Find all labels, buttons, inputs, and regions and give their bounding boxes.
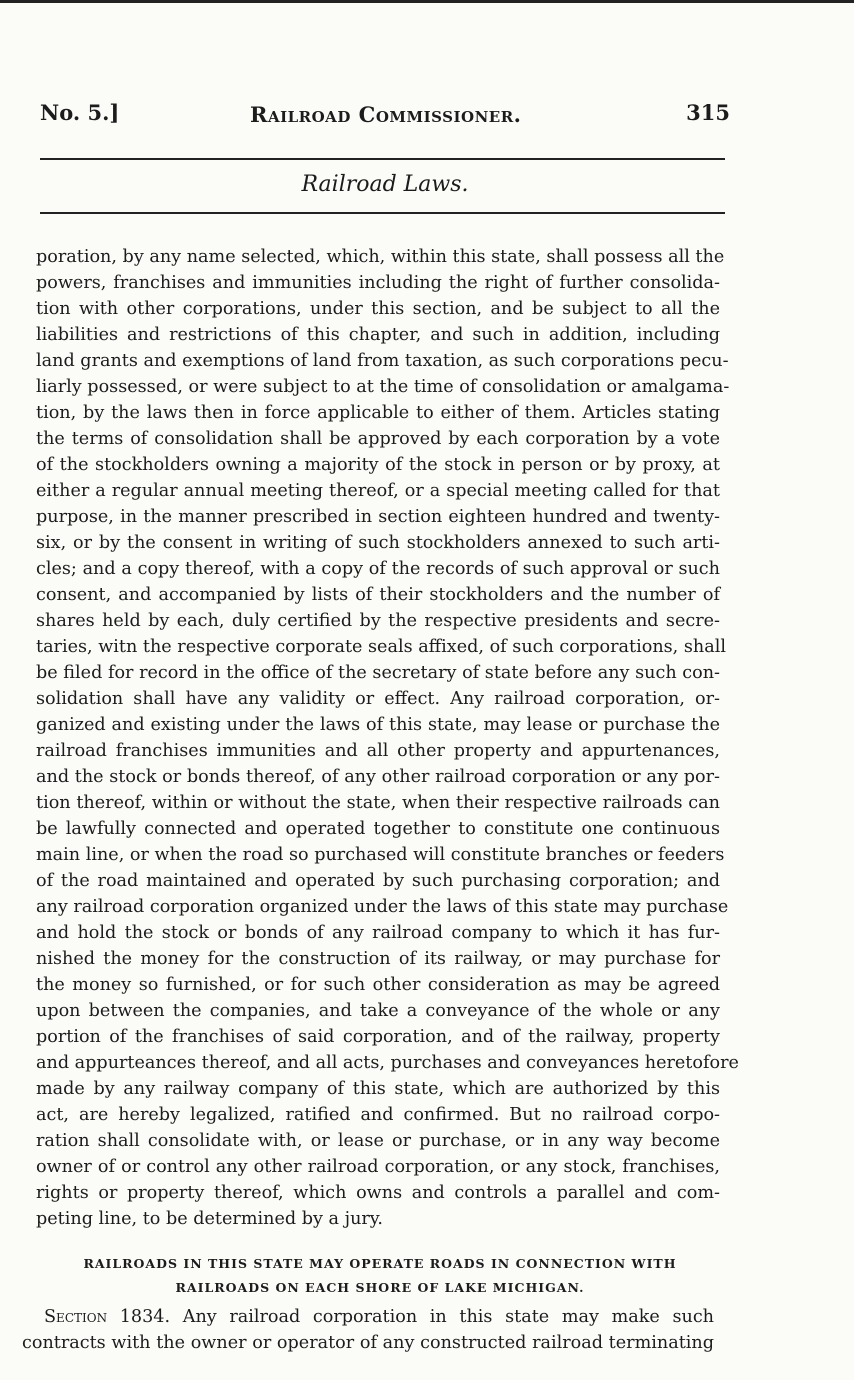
body-line: poration, by any name selected, which, within this state, shall possess all the [36, 247, 725, 267]
section-first-line [22, 1304, 714, 1330]
body-line: liarly possessed, or were subject to at the time of consolidation or amalgama- [36, 377, 730, 397]
section-label: Section 1834. [44, 1307, 171, 1327]
header-title: Railroad Commissioner. [250, 102, 522, 127]
body-line: powers, franchises and immunities including the right of further consolida- [36, 273, 720, 293]
body-line: and appurteances thereof, and all acts, purchases and conveyances heretofore [36, 1053, 739, 1073]
body-line: liabilities and restrictions of this chapter, and such in addition, including [36, 325, 720, 345]
body-line: ration shall consolidate with, or lease or purchase, or in any way become [36, 1131, 720, 1151]
section-subtitle: Railroad Laws. [301, 172, 469, 197]
body-line: land grants and exemptions of land from taxation, as such corporations pecu- [36, 351, 729, 371]
section-heading [30, 1252, 730, 1300]
body-line: be filed for record in the office of the secretary of state before any such con- [36, 663, 720, 683]
body-line: rights or property thereof, which owns and controls a parallel and com- [36, 1183, 720, 1203]
header-rule-top [40, 158, 725, 160]
body-line: ganized and existing under the laws of this state, may lease or purchase the [36, 715, 720, 735]
body-line: and the stock or bonds thereof, of any other railroad corporation or any por- [36, 767, 720, 787]
section-heading-line: RAILROADS IN THIS STATE MAY OPERATE ROADS IN CONNECTION WITH [83, 1256, 677, 1271]
body-line: nished the money for the construction of its railway, or may purchase for [36, 949, 720, 969]
body-line: shares held by each, duly certified by the respective presidents and secre- [36, 611, 720, 631]
body-line: any railroad corporation organized under the laws of this state may purchase [36, 897, 729, 917]
body-line: tion, by the laws then in force applicable to either of them. Articles stating [36, 403, 720, 423]
body-line: consent, and accompanied by lists of their stockholders and the number of [36, 585, 720, 605]
page-edge-line [0, 0, 854, 3]
body-line: the terms of consolidation shall be approved by each corporation by a vote [36, 429, 720, 449]
body-line: of the stockholders owning a majority of the stock in person or by proxy, at [36, 455, 720, 475]
body-line: cles; and a copy thereof, with a copy of the records of such approval or such [36, 559, 720, 579]
page-number: 315 [686, 100, 730, 125]
body-text [36, 244, 739, 1232]
body-line: be lawfully connected and operated together to constitute one continuous [36, 819, 720, 839]
document-number: No. 5.] [40, 100, 120, 125]
body-line: and hold the stock or bonds of any railroad company to which it has fur- [36, 923, 720, 943]
body-line: tion with other corporations, under this section, and be subject to all the [36, 299, 720, 319]
section-first-line-text: Any railroad corporation in this state may make such [182, 1307, 715, 1327]
body-line: purpose, in the manner prescribed in section eighteen hundred and twenty- [36, 507, 720, 527]
body-line: portion of the franchises of said corporation, and of the railway, property [36, 1027, 720, 1047]
section-second-line: contracts with the owner or operator of any constructed railroad terminating [22, 1333, 714, 1353]
running-header [40, 100, 730, 134]
body-line: owner of or control any other railroad corporation, or any stock, franchises, [36, 1157, 720, 1177]
body-line: tion thereof, within or without the state, when their respective railroads can [36, 793, 720, 813]
body-line: solidation shall have any validity or effect. Any railroad corporation, or- [36, 689, 720, 709]
body-line: upon between the companies, and take a conveyance of the whole or any [36, 1001, 720, 1021]
body-line: of the road maintained and operated by such purchasing corporation; and [36, 871, 720, 891]
body-line: made by any railway company of this state, which are authorized by this [36, 1079, 720, 1099]
body-line: six, or by the consent in writing of such stockholders annexed to such arti- [36, 533, 720, 553]
body-line: main line, or when the road so purchased will constitute branches or feeders [36, 845, 725, 865]
body-line: the money so furnished, or for such other consideration as may be agreed [36, 975, 720, 995]
body-line: either a regular annual meeting thereof, or a special meeting called for that [36, 481, 720, 501]
section-1834 [22, 1304, 714, 1356]
header-rule-bottom [40, 212, 725, 214]
section-heading-line: RAILROADS ON EACH SHORE OF LAKE MICHIGAN. [175, 1280, 585, 1295]
body-line: railroad franchises immunities and all other property and appurtenances, [36, 741, 720, 761]
body-line: peting line, to be determined by a jury. [36, 1209, 384, 1229]
body-line: taries, witn the respective corporate seals affixed, of such corporations, shall [36, 637, 726, 657]
body-line: act, are hereby legalized, ratified and confirmed. But no railroad corpo- [36, 1105, 720, 1125]
